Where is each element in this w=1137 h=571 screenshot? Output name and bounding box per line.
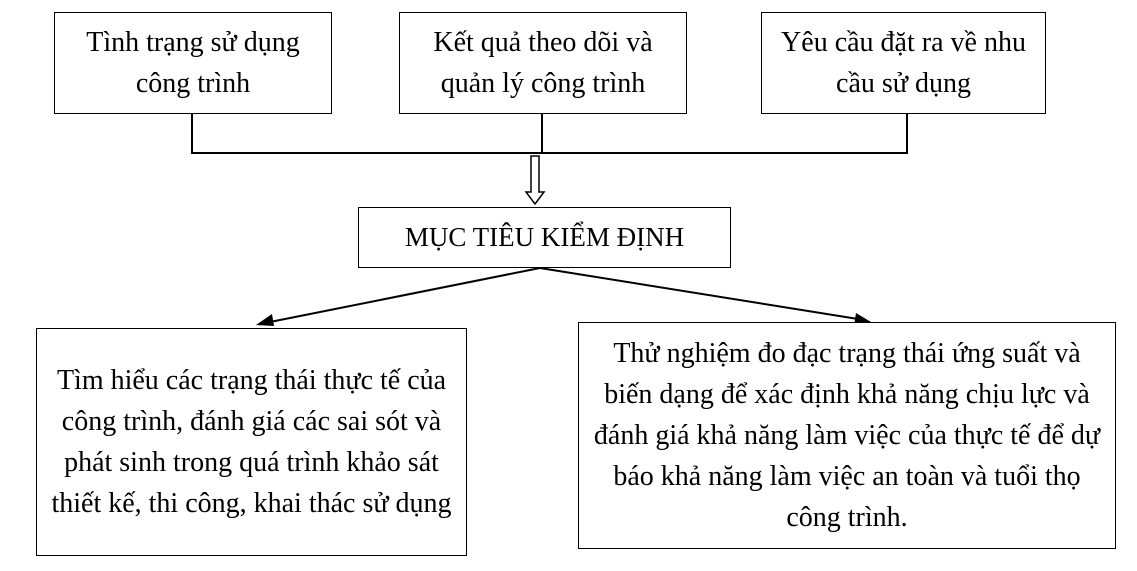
outcome-label-2: Thử nghiệm đo đạc trạng thái ứng suất và biến dạng để xác định khả năng chịu lực và đánh giá khả năng làm việc của thực tế để dự báo khả năng làm việc an toàn và tuổi thọ công trình. [593, 338, 1101, 533]
split-line-right [540, 268, 858, 319]
source-box-usage-requirements [761, 12, 1046, 114]
outcome-box-load-testing [578, 322, 1116, 549]
arrowhead-left [256, 314, 274, 326]
hollow-down-arrow [526, 156, 544, 204]
source-label-1: Tình trạng sử dụng công trình [86, 27, 300, 99]
source-label-3: Yêu cầu đặt ra về nhu cầu sử dụng [781, 27, 1026, 99]
split-line-left [270, 268, 540, 322]
outcome-label-1: Tìm hiểu các trạng thái thực tế của công trình, đánh giá các sai sót và phát sinh trong quá trình khảo sát thiết kế, thi công, khai thác sử dụng [51, 365, 452, 519]
source-box-usage-status [54, 12, 332, 114]
goal-box [358, 207, 731, 268]
outcome-box-actual-state [36, 328, 467, 556]
goal-label: MỤC TIÊU KIỂM ĐỊNH [404, 222, 685, 252]
source-box-monitoring-results [399, 12, 687, 114]
source-label-2: Kết quả theo dõi và quản lý công trình [433, 27, 653, 99]
